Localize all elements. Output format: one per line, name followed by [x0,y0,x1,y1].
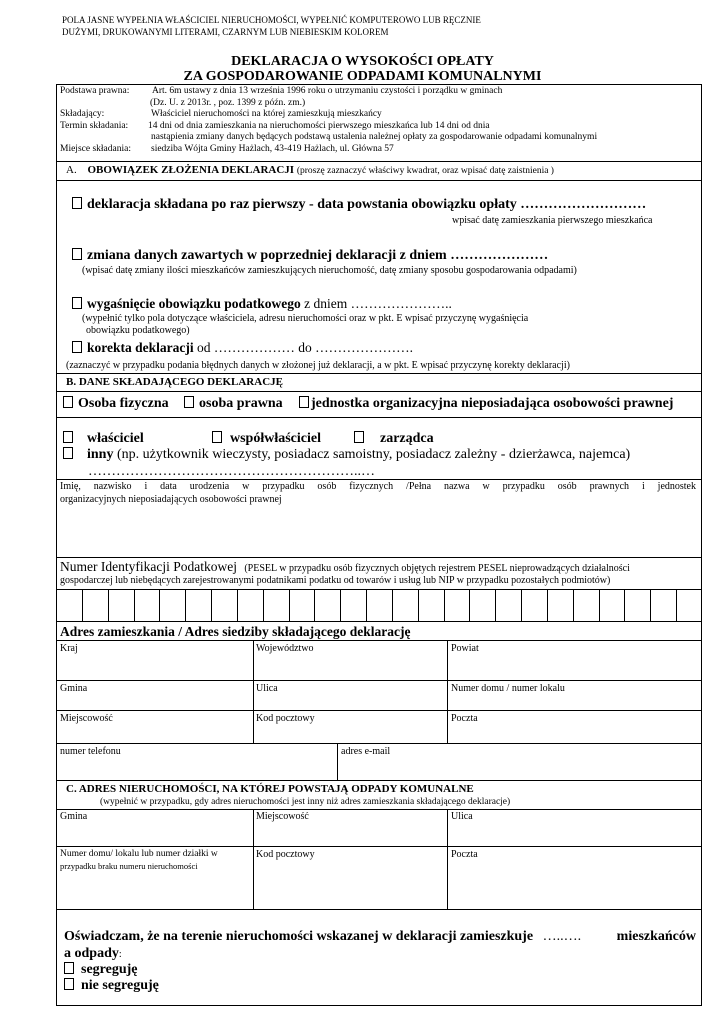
entity-org-unit-label: jednostka organizacyjna nieposiadająca osobowości prawnej [311,396,674,411]
phone-field[interactable]: numer telefonu [60,746,121,757]
section-c-heading: C. ADRES NIERUCHOMOŚCI, NA KTÓREJ POWSTAJĄ ODPADY KOMUNALNE [66,783,474,795]
basis-text: Art. 6m ustawy z dnia 13 września 1996 roku o utrzymaniu czystości i porządku w gminach [152,86,503,96]
nip-digit-cell[interactable] [599,590,600,621]
nip-digit-cell[interactable] [211,590,212,621]
street-field[interactable]: Ulica [256,683,278,694]
entity-natural-person[interactable] [63,395,169,412]
waste-label-colon: : [118,949,122,960]
legal-info [60,86,598,155]
checkbox-org-unit[interactable] [299,396,309,408]
checkbox-no-segregate[interactable] [64,978,74,990]
role-other-label: inny [87,447,114,462]
place-text: siedziba Wójta Gminy Hażlach, 43-419 Hażlach, ul. Główna 57 [151,143,394,154]
nip-digit-cell[interactable] [134,590,135,621]
declaration-line [64,928,696,945]
entity-legal-person[interactable] [184,395,283,412]
basis-text-ref: (Dz. U. z 2013r. , poz. 1399 z późn. zm.) [150,97,306,108]
option-no-segregate-label: nie segreguję [81,978,159,993]
post-office-field[interactable]: Poczta [451,713,478,724]
nip-digit-cell[interactable] [444,590,445,621]
checkbox-expiry[interactable] [72,297,82,309]
county-field[interactable]: Powiat [451,643,479,654]
fill-instructions-line2: DUŻYMI, DRUKOWANYMI LITERAMI, CZARNYM LUB NIEBIESKIM KOLOREM [62,27,389,37]
nip-digit-cell[interactable] [340,590,341,621]
c-house-number-label1: Numer domu/ lokalu lub numer działki w [60,849,218,859]
nip-digit-cell[interactable] [82,590,83,621]
option-correction-dates: od ……………… do …………………. [193,340,413,355]
waste-label-row [64,945,122,962]
fill-instructions-line1: POLA JASNE WYPEŁNIA WŁAŚCICIEL NIERUCHOMOŚCI, WYPEŁNIĆ KOMPUTEROWO LUB RĘCZNIE [62,15,481,25]
c-postcode-field[interactable]: Kod pocztowy [256,849,315,860]
municipality-field[interactable]: Gmina [60,683,88,694]
nip-digit-cell[interactable] [289,590,290,621]
option-segregate[interactable] [64,961,138,978]
nip-title: Numer Identyfikacji Podatkowej [60,559,237,574]
section-a-letter: A. [66,164,77,176]
section-a-header [66,164,554,178]
checkbox-legal-person[interactable] [184,396,194,408]
option-first-declaration-label: deklaracja składana po raz pierwszy - data powstania obowiązku opłaty ……………………… [87,197,647,212]
deadline-text-cont: nastąpienia zmiany danych będących podstawą ustalenia należnej opłaty za gospodarowanie odpadami komunalnymi [151,132,598,142]
option-expiry-note1: (wypełnić tylko pola dotyczące właściciela, adresu nieruchomości oraz w pkt. E wpisać przyczynę wygaśnięcia [82,313,529,324]
filer-label: Składający: [60,109,105,119]
nip-digit-cell[interactable] [469,590,470,621]
title-line1: DEKLARACJA O WYSOKOŚCI OPŁATY [231,54,494,69]
role-owner[interactable] [63,430,144,447]
nip-digit-cell[interactable] [573,590,574,621]
country-field[interactable]: Kraj [60,643,78,654]
role-co-owner-label: współwłaściciel [230,431,321,446]
option-data-change-label: zmiana danych zawartych w poprzedniej deklaracji z dniem ………………… [87,248,549,263]
option-expiry-date: z dniem ………………….. [300,296,452,311]
nip-digit-cell[interactable] [650,590,651,621]
postcode-field[interactable]: Kod pocztowy [256,713,315,724]
name-input[interactable] [57,508,701,556]
section-a-hint: (proszę zaznaczyć właściwy kwadrat, oraz wpisać datę zaistnienia ) [296,166,554,176]
deadline-text: 14 dni od dnia zamieszkania na nieruchomości pierwszego mieszkańca lub 14 dni od dnia [148,120,490,131]
option-first-declaration[interactable] [72,196,646,213]
locality-field[interactable]: Miejscowość [60,713,113,724]
checkbox-owner[interactable] [63,431,73,443]
role-other-dots: …………………………………………………..… [88,464,375,479]
nip-digit-cell[interactable] [547,590,548,621]
checkbox-other[interactable] [63,447,73,459]
c-municipality-field[interactable]: Gmina [60,811,88,822]
nip-hint2: gospodarczej lub niebędących zarejestrowanymi podatnikami podatku od towarów i usług lub NIP w przypadku pozostałych podmiotów) [60,575,611,586]
nip-digit-cell[interactable] [185,590,186,621]
voivodeship-field[interactable]: Województwo [256,643,314,654]
checkbox-co-owner[interactable] [212,431,222,443]
entity-legal-person-label: osoba prawna [199,396,283,411]
role-manager-label: zarządca [380,431,434,446]
title-line2: ZA GOSPODAROWANIE ODPADAMI KOMUNALNYMI [183,69,542,84]
filer-text: Właściciel nieruchomości na której zamieszkują mieszkańcy [151,109,382,119]
option-expiry[interactable] [72,296,452,312]
role-manager[interactable] [354,430,434,447]
house-number-field[interactable]: Numer domu / numer lokalu [451,683,565,694]
option-correction-label: korekta deklaracji [87,340,194,355]
residents-label: mieszkańców [616,929,696,944]
entity-natural-person-label: Osoba fizyczna [78,396,169,411]
option-data-change-note: (wpisać datę zmiany ilości mieszkańców zamieszkujących nieruchomość, datę zmiany sposobu gospodarowania odpadami) [82,265,577,276]
c-post-office-field[interactable]: Poczta [451,849,478,860]
c-street-field[interactable]: Ulica [451,811,473,822]
option-expiry-label: wygaśnięcie obowiązku podatkowego [87,296,301,311]
option-segregate-label: segreguję [81,962,138,977]
checkbox-manager[interactable] [354,431,364,443]
section-a-heading: OBOWIĄZEK ZŁOŻENIA DEKLARACJI [87,164,295,176]
nip-digit-cell[interactable] [624,590,625,621]
c-locality-field[interactable]: Miejscowość [256,811,309,822]
nip-digit-cell[interactable] [237,590,238,621]
section-b-heading: B. DANE SKŁADAJĄCEGO DEKLARACJĘ [66,376,283,388]
email-field[interactable]: adres e-mail [341,746,391,757]
checkbox-segregate[interactable] [64,962,74,974]
c-house-number-field[interactable] [60,849,218,872]
nip-title-row [60,558,630,575]
nip-digit-cell[interactable] [676,590,677,621]
place-label: Miejsce składania: [60,143,131,154]
waste-label: a odpady [64,946,119,961]
deadline-label: Termin składania: [60,120,129,131]
address-heading: Adres zamieszkania / Adres siedziby składającego deklarację [60,624,411,639]
nip-digit-cell[interactable] [159,590,160,621]
declaration-text: Oświadczam, że na terenie nieruchomości wskazanej w deklaracji zamieszkuje [64,929,534,944]
residents-count-input[interactable]: …..…. [542,929,582,944]
option-correction-note: (zaznaczyć w przypadku podania błędnych danych w złożonej już deklaracji, a w pkt. E wpisać przyczynę korekty deklaracji) [66,360,570,371]
nip-digit-cell[interactable] [366,590,367,621]
option-no-segregate[interactable] [64,977,159,994]
nip-hint1: (PESEL w przypadku osób fizycznych objętych rejestrem PESEL nieprowadzących działalności [244,563,630,574]
role-other[interactable] [63,446,630,463]
option-expiry-note2: obowiązku podatkowego) [86,325,190,336]
nip-digit-cell[interactable] [314,590,315,621]
checkbox-natural-person[interactable] [63,396,73,408]
option-first-declaration-note: wpisać datę zamieszkania pierwszego mieszkańca [452,215,653,226]
checkbox-data-change[interactable] [72,248,82,260]
name-field-label2: organizacyjnych nieposiadających osobowości prawnej [60,494,282,505]
nip-digit-cell[interactable] [108,590,109,621]
c-house-number-label2: przypadku braku numeru nieruchomości [60,860,198,871]
checkbox-correction[interactable] [72,341,82,353]
option-data-change[interactable] [72,247,548,264]
role-other-examples: (np. użytkownik wieczysty, posiadacz samoistny, posiadacz zależny - dzierżawca, najemca) [113,447,631,462]
checkbox-first-declaration[interactable] [72,197,82,209]
role-owner-label: właściciel [87,431,144,446]
nip-digit-cell[interactable] [418,590,419,621]
entity-org-unit[interactable] [299,395,673,412]
nip-digit-cell[interactable] [392,590,393,621]
basis-label: Podstawa prawna: [60,86,130,96]
role-co-owner[interactable] [212,430,321,447]
section-c-hint: (wypełnić w przypadku, gdy adres nieruchomości jest inny niż adres zamieszkania składającego deklaracje) [100,797,511,807]
nip-digit-cell[interactable] [263,590,264,621]
option-correction[interactable] [72,340,413,356]
nip-digit-cell[interactable] [495,590,496,621]
name-field-label1: Imię, nazwisko i data urodzenia w przypadku osób fizycznych /Pełna nazwa w przypadku osób prawnych i jednostek [60,481,696,492]
fill-instructions [62,14,481,38]
nip-digit-cell[interactable] [521,590,522,621]
